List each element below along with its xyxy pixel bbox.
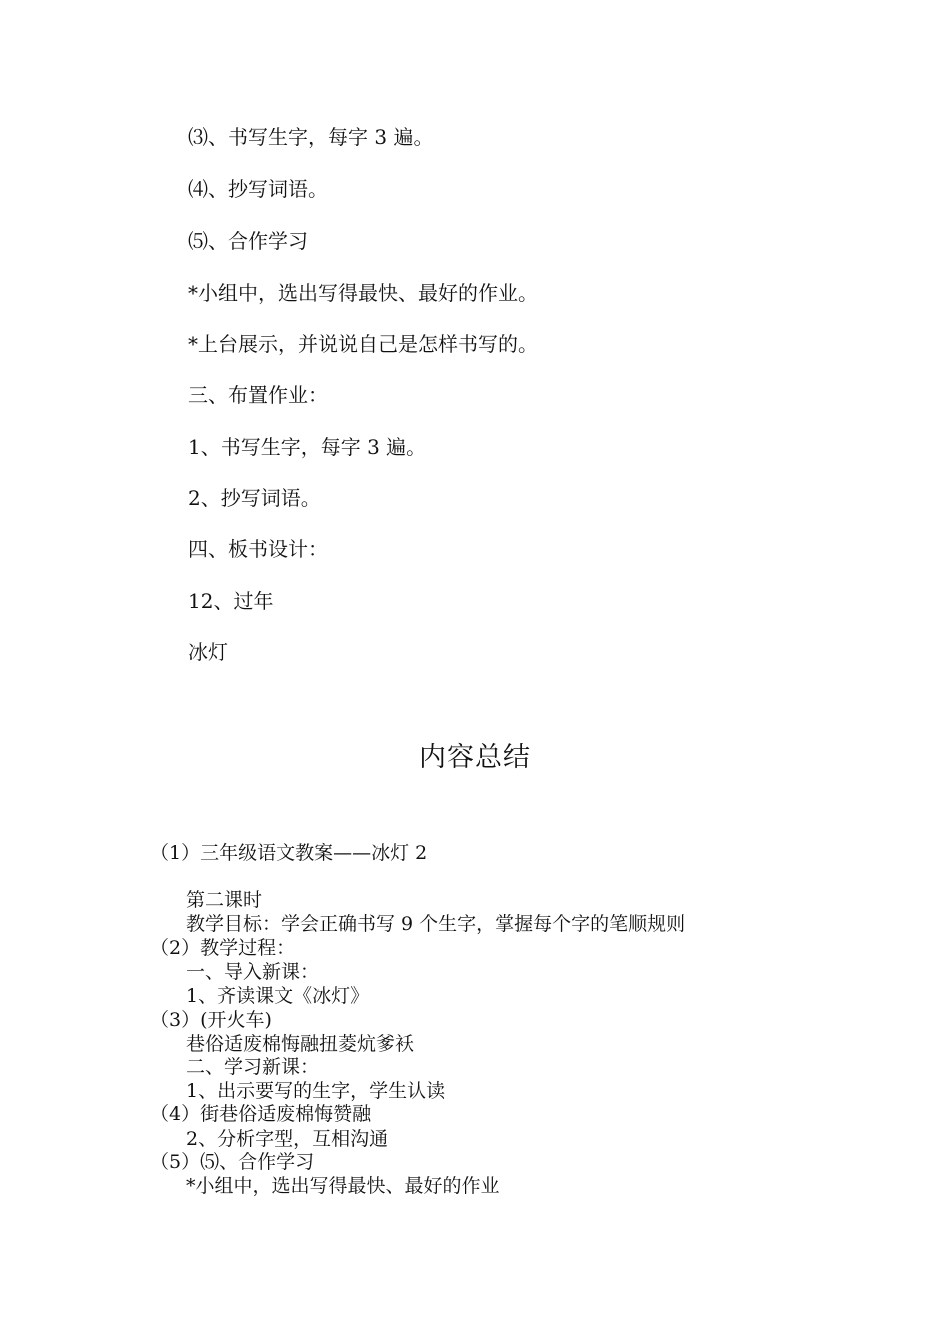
summary-item-2: （2）教学过程：	[150, 937, 296, 959]
step-write-characters: ⑶、书写生字，每字 3 遍。	[188, 125, 434, 149]
homework-item-1: 1、书写生字，每字 3 遍。	[188, 435, 427, 459]
present-bullet: *上台展示，并说说自己是怎样书写的。	[188, 332, 538, 356]
summary-item-4: （4）街巷俗适废棉悔赞融	[150, 1103, 372, 1125]
summary-subline: 1、出示要写的生字，学生认读	[186, 1080, 446, 1102]
summary-subline: 巷俗适废棉悔融扭菱炕爹袄	[186, 1033, 415, 1055]
group-select-bullet: *小组中，选出写得最快、最好的作业。	[188, 281, 538, 305]
summary-item-5: （5）⑸、合作学习	[150, 1151, 315, 1173]
summary-subline: *小组中，选出写得最快、最好的作业	[186, 1175, 500, 1197]
board-design-lesson: 12、过年	[188, 589, 274, 613]
summary-subline: 2、分析字型，互相沟通	[186, 1128, 389, 1150]
summary-item-1: （1）三年级语文教案——冰灯 2	[150, 842, 428, 864]
summary-subline: 1、齐读课文《冰灯》	[186, 985, 370, 1007]
summary-subline: 第二课时	[186, 889, 263, 911]
board-design-heading: 四、板书设计：	[188, 537, 328, 561]
summary-item-3: （3）(开火车)	[150, 1009, 272, 1031]
summary-title: 内容总结	[419, 742, 531, 773]
step-cooperative-learning: ⑸、合作学习	[188, 229, 308, 253]
summary-subline: 二、学习新课：	[186, 1056, 320, 1078]
summary-subline: 教学目标：学会正确书写 9 个生字，掌握每个字的笔顺规则	[186, 913, 686, 935]
homework-item-2: 2、抄写词语。	[188, 486, 321, 510]
summary-subline: 一、导入新课：	[186, 961, 320, 983]
homework-heading: 三、布置作业：	[188, 383, 328, 407]
board-design-title: 冰灯	[188, 640, 228, 664]
step-copy-words: ⑷、抄写词语。	[188, 177, 328, 201]
